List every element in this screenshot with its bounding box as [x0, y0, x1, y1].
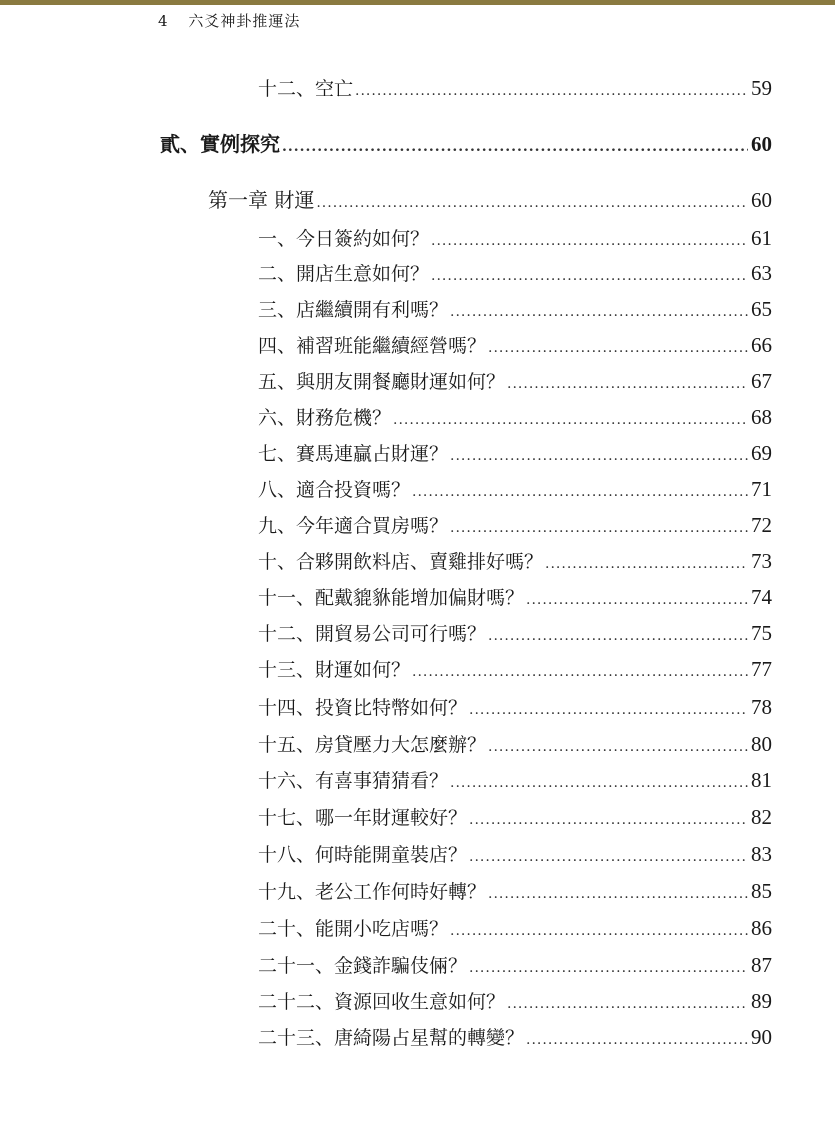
- toc-entry-label: 十四、投資比特幣如何？: [258, 697, 468, 719]
- toc-entry: [258, 475, 772, 506]
- toc-entry-page: 89: [751, 989, 772, 1013]
- toc-entry-page: 68: [751, 405, 772, 429]
- toc-entry-page: 65: [751, 297, 772, 321]
- dot-leader: [469, 806, 748, 834]
- toc-entry-page: 82: [751, 805, 772, 829]
- toc-entry-page: 86: [751, 916, 772, 940]
- toc-entry: [258, 259, 772, 290]
- toc-chapter-heading: [208, 186, 772, 217]
- toc-entry: [258, 403, 772, 434]
- toc-entry: [258, 547, 772, 578]
- top-border-band: [0, 0, 835, 5]
- dot-leader: [507, 990, 748, 1018]
- toc-entry-label: 十二、開貿易公司可行嗎？: [258, 623, 487, 645]
- dot-leader: [412, 658, 748, 686]
- dot-leader: [507, 370, 748, 398]
- toc-entry-page: 77: [751, 657, 772, 681]
- dot-leader: [450, 769, 748, 797]
- dot-leader: [355, 77, 748, 105]
- toc-entry-label: 一、今日簽約如何？: [258, 228, 430, 250]
- toc-entry-page: 60: [751, 132, 772, 156]
- toc-entry-label: 十七、哪一年財運較好？: [258, 807, 468, 829]
- dot-leader: [412, 478, 748, 506]
- toc-entry: [258, 1023, 772, 1054]
- toc-entry-page: 63: [751, 261, 772, 285]
- toc-entry-page: 80: [751, 732, 772, 756]
- dot-leader: [545, 550, 748, 578]
- dot-leader: [488, 622, 748, 650]
- toc-entry-label: 十一、配戴貔貅能增加偏財嗎？: [258, 587, 525, 609]
- toc-entry-label: 十三、財運如何？: [258, 659, 411, 681]
- toc-entry-page: 85: [751, 879, 772, 903]
- toc-entry: [258, 914, 772, 945]
- toc-entry: [258, 439, 772, 470]
- dot-leader: [450, 298, 748, 326]
- toc-entry-page: 73: [751, 549, 772, 573]
- toc-entry: [258, 583, 772, 614]
- dot-leader: [431, 227, 748, 255]
- toc-entry-page: 90: [751, 1025, 772, 1049]
- toc-entry-page: 61: [751, 226, 772, 250]
- dot-leader: [526, 586, 748, 614]
- toc-entry-page: 66: [751, 333, 772, 357]
- dot-leader: [450, 917, 748, 945]
- toc-entry: [258, 877, 772, 908]
- dot-leader: [488, 880, 748, 908]
- header-page-number: 4: [158, 12, 169, 30]
- toc-entry: [258, 730, 772, 761]
- dot-leader: [431, 262, 748, 290]
- toc-entry: [258, 766, 772, 797]
- toc-entry-label: 二、開店生意如何？: [258, 263, 430, 285]
- toc-entry: [258, 295, 772, 326]
- toc-entry: [258, 619, 772, 650]
- toc-entry-label: 四、補習班能繼續經營嗎？: [258, 335, 487, 357]
- dot-leader: [469, 696, 748, 724]
- toc-entry: [258, 511, 772, 542]
- running-header: [158, 10, 300, 31]
- toc-entry: [258, 74, 772, 105]
- dot-leader: [450, 442, 748, 470]
- toc-entry-label: 十八、何時能開童裝店？: [258, 844, 468, 866]
- toc-entry-label: 第一章 財運: [208, 188, 315, 212]
- toc-entry-page: 78: [751, 695, 772, 719]
- toc-entry: [258, 693, 772, 724]
- toc-entry-label: 二十一、金錢詐騙伎倆？: [258, 955, 468, 977]
- dot-leader: [469, 954, 748, 982]
- dot-leader: [488, 334, 748, 362]
- dot-leader: [469, 843, 748, 871]
- toc-part-heading: [160, 130, 772, 161]
- toc-entry-page: 60: [751, 188, 772, 212]
- toc-entry-label: 五、與朋友開餐廳財運如何？: [258, 371, 506, 393]
- toc-entry: [258, 367, 772, 398]
- toc-entry-label: 二十三、唐綺陽占星幫的轉變？: [258, 1027, 525, 1049]
- toc-entry: [258, 224, 772, 255]
- toc-entry-label: 二十、能開小吃店嗎？: [258, 918, 449, 940]
- toc-entry-page: 59: [751, 76, 772, 100]
- toc-entry-label: 九、今年適合買房嗎？: [258, 515, 449, 537]
- toc-entry-page: 81: [751, 768, 772, 792]
- toc-entry: [258, 331, 772, 362]
- toc-entry-page: 71: [751, 477, 772, 501]
- dot-leader: [393, 406, 748, 434]
- dot-leader: [316, 189, 748, 217]
- toc-entry-page: 72: [751, 513, 772, 537]
- toc-entry-page: 75: [751, 621, 772, 645]
- toc-entry-page: 87: [751, 953, 772, 977]
- toc-entry-label: 二十二、資源回收生意如何？: [258, 991, 506, 1013]
- toc-entry-page: 67: [751, 369, 772, 393]
- toc-entry-label: 七、賽馬連贏占財運？: [258, 443, 449, 465]
- toc-entry: [258, 840, 772, 871]
- toc-entry: [258, 803, 772, 834]
- toc-entry-label: 六、財務危機？: [258, 407, 392, 429]
- toc-entry-label: 十五、房貸壓力大怎麼辦？: [258, 734, 487, 756]
- toc-entry-label: 十九、老公工作何時好轉？: [258, 881, 487, 903]
- toc-entry: [258, 951, 772, 982]
- toc-entry-label: 十六、有喜事猜猜看？: [258, 770, 449, 792]
- header-book-title: 六爻神卦推運法: [188, 12, 301, 30]
- toc-entry-page: 69: [751, 441, 772, 465]
- toc-entry-label: 八、適合投資嗎？: [258, 479, 411, 501]
- dot-leader: [450, 514, 748, 542]
- toc-entry: [258, 987, 772, 1018]
- toc-entry-page: 74: [751, 585, 772, 609]
- dot-leader: [526, 1026, 748, 1054]
- toc-entry: [258, 655, 772, 686]
- toc-entry-label: 十、合夥開飲料店、賣雞排好嗎？: [258, 551, 544, 573]
- dot-leader: [488, 733, 748, 761]
- toc-entry-label: 十二、空亡: [258, 78, 354, 100]
- dot-leader: [282, 133, 748, 161]
- toc-entry-label: 三、店繼續開有利嗎？: [258, 299, 449, 321]
- toc-entry-label: 貳、實例探究: [160, 132, 280, 156]
- toc-entry-page: 83: [751, 842, 772, 866]
